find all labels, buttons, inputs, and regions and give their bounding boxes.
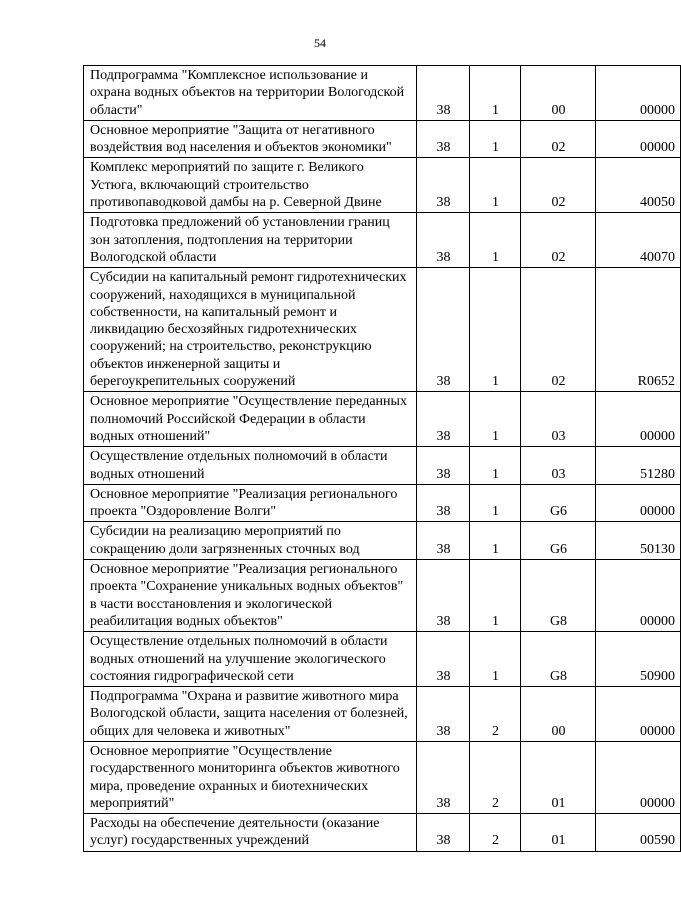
table-row [84,268,681,392]
table-row [84,632,681,687]
code-activity: 03 [521,392,596,447]
code-section: 38 [417,522,470,560]
code-subprogram: 1 [470,66,521,121]
code-direction: 00000 [596,560,681,632]
code-activity: 02 [521,213,596,268]
code-section: 38 [417,632,470,687]
code-subprogram: 1 [470,392,521,447]
code-section: 38 [417,814,470,852]
code-section: 38 [417,741,470,813]
code-subprogram: 2 [470,687,521,742]
row-description: Комплекс мероприятий по защите г. Великого Устюга, включающий строительство противопаводковой дамбы на р. Северной Двине [84,158,417,213]
code-activity: G6 [521,484,596,522]
code-direction: 50900 [596,632,681,687]
code-activity: 01 [521,741,596,813]
row-description: Подпрограмма "Охрана и развитие животного мира Вологодской области, защита населения от болезней, общих для человека и животных" [84,687,417,742]
code-subprogram: 2 [470,814,521,852]
code-subprogram: 1 [470,120,521,158]
code-direction: 00000 [596,120,681,158]
code-direction: R0652 [596,268,681,392]
page-number: 54 [314,36,326,50]
code-activity: 02 [521,268,596,392]
code-direction: 40070 [596,213,681,268]
code-activity: 02 [521,158,596,213]
code-section: 38 [417,560,470,632]
row-description: Основное мероприятие "Реализация регионального проекта "Сохранение уникальных водных объектов" в части восстановления и экологической реабилитация водных объектов" [84,560,417,632]
code-section: 38 [417,66,470,121]
code-direction: 40050 [596,158,681,213]
code-activity: 00 [521,66,596,121]
table-row [84,522,681,560]
code-direction: 00000 [596,741,681,813]
row-description: Субсидии на капитальный ремонт гидротехнических сооружений, находящихся в муниципальной собственности, на капитальный ремонт и ликвидацию бесхозяйных гидротехнических сооружений; на строительство, реконструкцию объектов инженерной защиты и берегоукрепительных сооружений [84,268,417,392]
code-activity: G6 [521,522,596,560]
code-section: 38 [417,213,470,268]
row-description: Подпрограмма "Комплексное использование и охрана водных объектов на территории Вологодской области" [84,66,417,121]
code-activity: 03 [521,447,596,485]
code-activity: G8 [521,560,596,632]
table-row [84,213,681,268]
budget-classification-table [83,65,681,852]
table-row [84,560,681,632]
code-direction: 00000 [596,66,681,121]
code-activity: 00 [521,687,596,742]
row-description: Основное мероприятие "Реализация регионального проекта "Оздоровление Волги" [84,484,417,522]
code-subprogram: 2 [470,741,521,813]
code-subprogram: 1 [470,268,521,392]
row-description: Подготовка предложений об установлении границ зон затопления, подтопления на территории Вологодской области [84,213,417,268]
code-direction: 51280 [596,447,681,485]
code-subprogram: 1 [470,632,521,687]
row-description: Основное мероприятие "Защита от негативного воздействия вод населения и объектов экономики" [84,120,417,158]
code-section: 38 [417,484,470,522]
row-description: Осуществление отдельных полномочий в области водных отношений на улучшение экологического состояния гидрографической сети [84,632,417,687]
code-section: 38 [417,120,470,158]
code-direction: 50130 [596,522,681,560]
row-description: Осуществление отдельных полномочий в области водных отношений [84,447,417,485]
table-row [84,687,681,742]
code-direction: 00590 [596,814,681,852]
code-section: 38 [417,687,470,742]
table-row [84,392,681,447]
code-section: 38 [417,392,470,447]
table-row [84,741,681,813]
code-section: 38 [417,268,470,392]
code-activity: 02 [521,120,596,158]
code-subprogram: 1 [470,560,521,632]
row-description: Субсидии на реализацию мероприятий по сокращению доли загрязненных сточных вод [84,522,417,560]
table-row [84,484,681,522]
code-direction: 00000 [596,484,681,522]
code-subprogram: 1 [470,158,521,213]
code-direction: 00000 [596,392,681,447]
code-activity: G8 [521,632,596,687]
row-description: Основное мероприятие "Осуществление переданных полномочий Российской Федерации в области водных отношений" [84,392,417,447]
table-row [84,66,681,121]
code-direction: 00000 [596,687,681,742]
table-row [84,814,681,852]
code-section: 38 [417,447,470,485]
code-subprogram: 1 [470,484,521,522]
code-subprogram: 1 [470,522,521,560]
code-section: 38 [417,158,470,213]
row-description: Основное мероприятие "Осуществление государственного мониторинга объектов животного мира, проведение охранных и биотехнических мероприятий" [84,741,417,813]
code-activity: 01 [521,814,596,852]
table-row [84,158,681,213]
table-row [84,447,681,485]
row-description: Расходы на обеспечение деятельности (оказание услуг) государственных учреждений [84,814,417,852]
code-subprogram: 1 [470,213,521,268]
code-subprogram: 1 [470,447,521,485]
table-row [84,120,681,158]
